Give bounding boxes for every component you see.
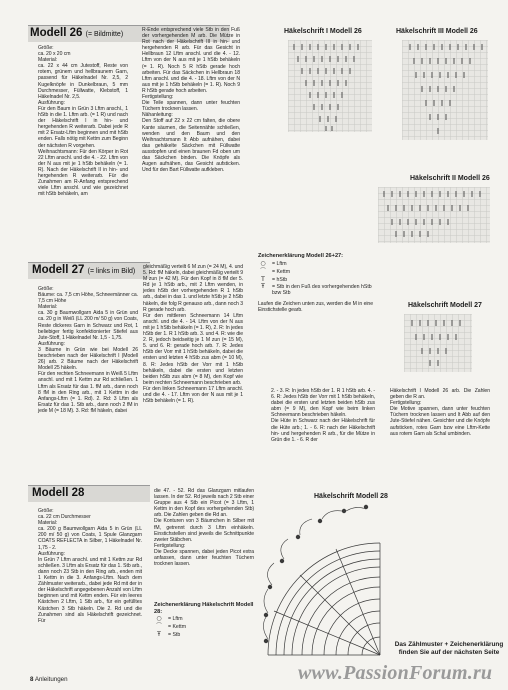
model-27-text-column-1: Größe: Bäume: ca. 7,5 cm Höhe, Schneemänner ca. 7,5 cm Höhe Material: ca. 30 g Baumwollgarn Aida 5 in Grün und ca. 20 g in Weiß (LL 200 m/ 50 g) von Coats, Reste dickeres Garn in Schwarz und Rot, 1 beliebiger fertig konfektionierter Stiefel aus Jute-Stoff, 1 Häkelnadel Nr. 1,5 - 1,75. Ausführung: 3 Bäume in Grün wie bei Modell 26 beschrieben nach der Häkelschrift I (Modell 26) arb. 2 Bäume nach der Häkelschrift Modell 25 häkeln. Für den rechten Schneemann in Weiß 5 Lftm anschl. und mit 1 Kettm zur Rd schließen. 1 Lftm als Ersatz für das 1. fM arb., dann noch 8 fM in den Ring arb., mit 1 Kettm in die Anfangs-Lftm (= 1. Rd). 2. Rd: 3 Lftm als Ersatz für das 1. Stb arb., dann noch 2 fM in jede M (= 18 M). 3. Rd: fM häkeln, dabei (38, 286, 138, 414)
legend-row-label: = hStb (272, 276, 288, 283)
model-26-title (30, 27, 123, 39)
model-26-text-column-2: R-Ende entsprechend viele Stb in den Fuß der vorhergehenden M arb. Die Mütze in Rot nach der Häkelschrift III in hin- und hergehenden R arb. Für das Gesicht in Hellbraun 12 Lftm anschl. und die 4. - 12. Lftm von der N aus mit je 1 hStb behäkeln (= 1. R). Noch 5 R hStb gerade hoch arbeiten. Für das Säckchen in Hellbraun 18 Lftm anschl. und die 4. - 18. Lftm von der N aus mit je 1 hStb behäkeln (= 1. R). Noch 9 R hStb gerade hoch arbeiten. Fertigstellung: Die Teile spannen, dann unter feuchten Tüchern trocknen lassen. Nähanleitung: Den Stoff auf 22 x 22 cm falten, die obere Kante säumen, die Seitennähte schließen, wenden und den Baum und den Weihnachtsmann lt Abb aufnähen, dabei das gehäkelte Säckchen mit Füllwatte ausstopfen und einen braunen Fd oben um das Säckchen binden. Die Knöpfe als Augen aufnähen, das Gesicht aufsticken. Und für den Bart Füllwatte aufkleben. (142, 27, 240, 174)
chart-28-doily-diagram (262, 503, 384, 661)
chain-stitch-icon: ○ (156, 615, 162, 623)
chart-ii-grid (378, 187, 490, 243)
legend-row-label: = Lftm (272, 260, 287, 267)
legend-28-title: Zeichenerklärung Häkelschrift Modell 28: (154, 602, 254, 615)
model-28-title: Modell 28 (32, 487, 85, 499)
model-26-text-column-1: Größe: ca. 20 x 20 cm Material: ca. 22 x 44 cm Jutestoff, Reste von rotem, grünem und hellbraunem Garn, passend für Häkelnadel Nr. 2,5, 2 Kugelknöpfe in Dunkelbraun, 5 mm Durchmesser, Füllwatte, Klebstoff, 1 Häkelnadel Nr. 2,5. Ausführung: Für den Baum in Grün 3 Lftm anschl., 1 hStb in die 1. Lftm arb. (= 1 R) und nach der Häkelschrift I in hin- und hergehenden R weiterarb. Dabei jede R mit 2 Ersatz-Lftm beginnen und mit hStb enden. Falls nötig mit Kettm zum Beginn der nächsten R vorgehen. Weihnachtsmann: Für den Körper in Rot 22 Lftm anschl. und die 4. - 22. Lftm von der N aus mit je 1 hStb behäkeln (= 1. R). Nach der Häkelschrift II in hin- und hergehenden R weiterarb. Für die Zunahmen am R-Anfang entsprechend viele Lftm anschl. und wie gezeichnet mit hStb behäkeln, am (38, 45, 128, 198)
legend-28-row-chain (154, 615, 254, 623)
model-26-subtitle: (= Bildmitte) (85, 31, 124, 38)
legend-row-double (258, 284, 378, 296)
model-27-text-column-4: Häkelschrift I Modell 26 arb. Die Zahlen geben die R an. Fertigstellung: Die Motive spannen, dann unter feuchten Tüchern trocknen lassen und lt Abb auf den Jute-Stiefel nähen. Gesichter und die Knöpfe aufsticken, rotes Garn bzw eine Lftm-Kette aus rotem Garn als Schal umbinden. (390, 388, 490, 437)
model-27-subtitle: (= links im Bild) (87, 268, 136, 275)
chart-i-tree-symbols (288, 40, 372, 132)
model-27-text-column-2: gleichmäßig verteilt 6 M zun (= 24 M), 4. und 5. Rd: fM häkeln, dabei gleichmäßig verteilt 9 M zun (= 42 M). Für den Kopf in 8 fM der 5. Rd je 1 hStb arb., mit 2 Lftm wenden, in jedes hStb der vorhergehenden R 1 hStb arb., dabei in das 1. und letzte hStb je 2 hStb häkeln, die folg R genauso arb., dann noch 3 R gerade hoch arb. Für den mittleren Schneemann 14 Lftm anschl. und die 4. - 14. Lftm von der N aus mit je 1 hStb behäkeln (= 1. R), 2. R: In jedes hStb der 1. R 1 hStb arb. 3. und 4. R: wie die 2. R, jedoch beidseitig je 1 M zun (= 15 M), 5. und 6. R: gerade hoch arb. 7. R: Jedes hStb der Vorr mit 1 hStb behäkeln, dabei die ersten und letzten 4 hStb zus abm (= 10 M), 8. R: Jedes hStb der Vorr mit 1 hStb behäkeln, dabei die ersten und letzten beiden hStb zus abm (= 8 M), den Kopf wie beim rechten Schneemann beschrieben arb. Für den linken Schneemann 17 Lftm anschl. und die 4. - 17. Lftm von der N aus mit je 1 hStb behäkeln (= 1. R). (143, 264, 243, 405)
legend-28 (154, 602, 254, 639)
slip-stitch-icon: ⌒ (155, 623, 162, 631)
chart-ii-title: Häkelschrift II Modell 26 (410, 175, 490, 182)
legend-row-label: = Stb in den Fuß des vorhergehenden hStb bzw Stb (272, 283, 372, 296)
chart-i-grid (288, 40, 372, 132)
legend-28-row-double (154, 631, 254, 639)
legend-26-27-note: Laufen die Zeichen unten zus, werden die M in eine Einstichstelle gearb. (258, 300, 373, 313)
chain-stitch-icon: ○ (260, 259, 266, 267)
double-crochet-icon: Ŧ (261, 282, 265, 290)
chart-iii-hat-symbols (402, 40, 488, 140)
next-page-note (394, 641, 504, 656)
legend-row-label: = Kettm (272, 268, 291, 275)
model-26-title-text: Modell 26 (30, 27, 83, 39)
legend-28-row-slip-stitch (154, 623, 254, 631)
chart-i-title: Häkelschrift I Modell 26 (284, 28, 362, 35)
legend-row-half-double (258, 276, 378, 284)
legend-row-label: = Lftm (168, 616, 183, 623)
page-footer (30, 676, 68, 683)
legend-26-27 (258, 253, 378, 313)
chart-28-title: Häkelschrift Modell 28 (314, 493, 388, 500)
legend-row-label: = Kettm (168, 624, 187, 631)
chart-27-title: Häkelschrift Modell 27 (408, 302, 482, 309)
half-double-crochet-icon: T (261, 275, 265, 283)
chart-27-hat-symbols (404, 314, 472, 372)
legend-26-27-title: Zeichenerklärung Modell 26+27: (258, 253, 344, 259)
model-28-text-column-2: die 47. - 52. Rd das Glanzgarn mitlaufen lassen. In der 52. Rd jeweils nach 2 Stb einer Gruppe aus 4 Stb ein Picot (= 3 Lftm, 1 Kettm in den Kopf des vorhergehenden Stb) arb. Die Zahlen geben die Rd an. Die Konturen von 3 Bäumchen in Silber mit fM, getrennt durch 3 Lftm einhäkeln. Einstichstellen sind jeweils die Schnittpunkte zweier Stäbchen. Fertigstellung: Die Decke spannen, dabei jeden Picot extra anfassen, dann unter feuchten Tüchern trocknen lassen. (154, 488, 254, 568)
model-27-title-text: Modell 27 (32, 264, 85, 276)
site-watermark: www.PassionForum.ru (298, 662, 493, 684)
legend-row-slip-stitch (258, 268, 378, 276)
double-crochet-icon: Ŧ (157, 631, 161, 639)
legend-row-chain (258, 260, 378, 268)
legend-row-label: = Stb (168, 632, 181, 639)
chart-iii-title: Häkelschrift III Modell 26 (396, 28, 478, 35)
model-27-text-column-3: 2. - 3. R: In jedes hStb der 1. R 1 hStb arb. 4. - 6. R: Jedes hStb der Vorr mit 1 hStb behäkeln, dabei die ersten und letzten beiden hStb zus abm (= 9 M), den Kopf wie beim linken Schneemann beschrieben häkeln. Die Hüte in Schwarz nach der Häkelschrift für die Hüte arb.; 1. - 6. R: nach der Häkelschrift hin- und hergehenden R arb., für die Mütze in Grün die 1. - 6. R der (271, 388, 375, 443)
model-28-text-column-1: Größe: ca. 22 cm Durchmesser Material: ca. 200 g Baumwollgarn Aida 5 in Grün (LL 200 m/ 50 g) von Coats, 1 Spule Glanzgarn COATS REFLECTA in Silber, 1 Häkelnadel Nr. 1,75 - 2. Ausführung: In Grün 7 Lftm anschl. und mit 1 Kettm zur Rd schließen. 3 Lftm als Ersatz für das 1. Stb arb., dann noch 23 Stb in den Ring arb., enden mit 1 Kettm in die 3. Anfangs-Lftm. Nach dem Zählmuster weiterarb., dabei jede Rd mit der in der Häkelschrift angegebenen Anzahl von Lftm beginnen und mit Kettm enden. Für ein leeres Kästchen 2 Lftm, 1 Stb arb., für ein gefülltes Kästchen 3 Stb häkeln. Die 2. Rd und die Zunahmen sind als Häkelschrift gezeichnet. Für (38, 508, 142, 624)
next-page-note-text: Das Zählmuster + Zeichenerklärung finden Sie auf der nächsten Seite (394, 641, 504, 656)
page-number: 8 (30, 676, 34, 683)
chart-iii-grid (402, 40, 488, 140)
chart-27-grid (404, 314, 472, 372)
slip-stitch-icon: ⌒ (259, 267, 266, 275)
page-section: Anleitungen (34, 676, 68, 683)
model-27-title (32, 264, 135, 276)
chart-ii-body-symbols (378, 187, 490, 243)
